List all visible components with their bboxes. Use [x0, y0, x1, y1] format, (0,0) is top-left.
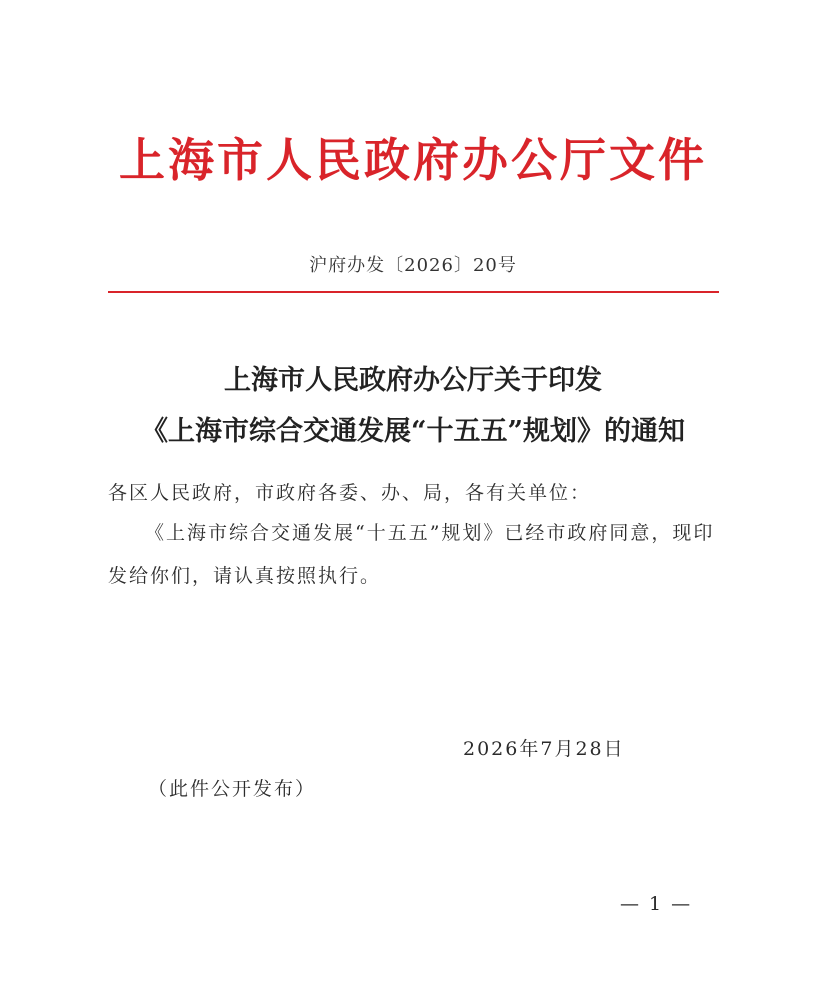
salutation-line: 各区人民政府，市政府各委、办、局，各有关单位： — [108, 482, 592, 504]
publication-note: （此件公开发布） — [148, 778, 317, 800]
page-number: — 1 — — [620, 893, 693, 915]
document-number: 沪府办发〔2026〕20号 — [309, 255, 517, 276]
red-divider-line — [108, 291, 719, 293]
issue-date: 2026年7月28日 — [463, 738, 625, 760]
document-masthead: 上海市人民政府办公厅文件 — [119, 133, 707, 187]
body-paragraph-line-1: 《上海市综合交通发展“十五五”规划》已经市政府同意，现印 — [145, 522, 715, 544]
notice-title-line-2: 《上海市综合交通发展“十五五”规划》的通知 — [140, 416, 686, 447]
body-paragraph-line-2: 发给你们，请认真按照执行。 — [108, 565, 382, 587]
notice-title-line-1: 上海市人民政府办公厅关于印发 — [224, 365, 602, 396]
